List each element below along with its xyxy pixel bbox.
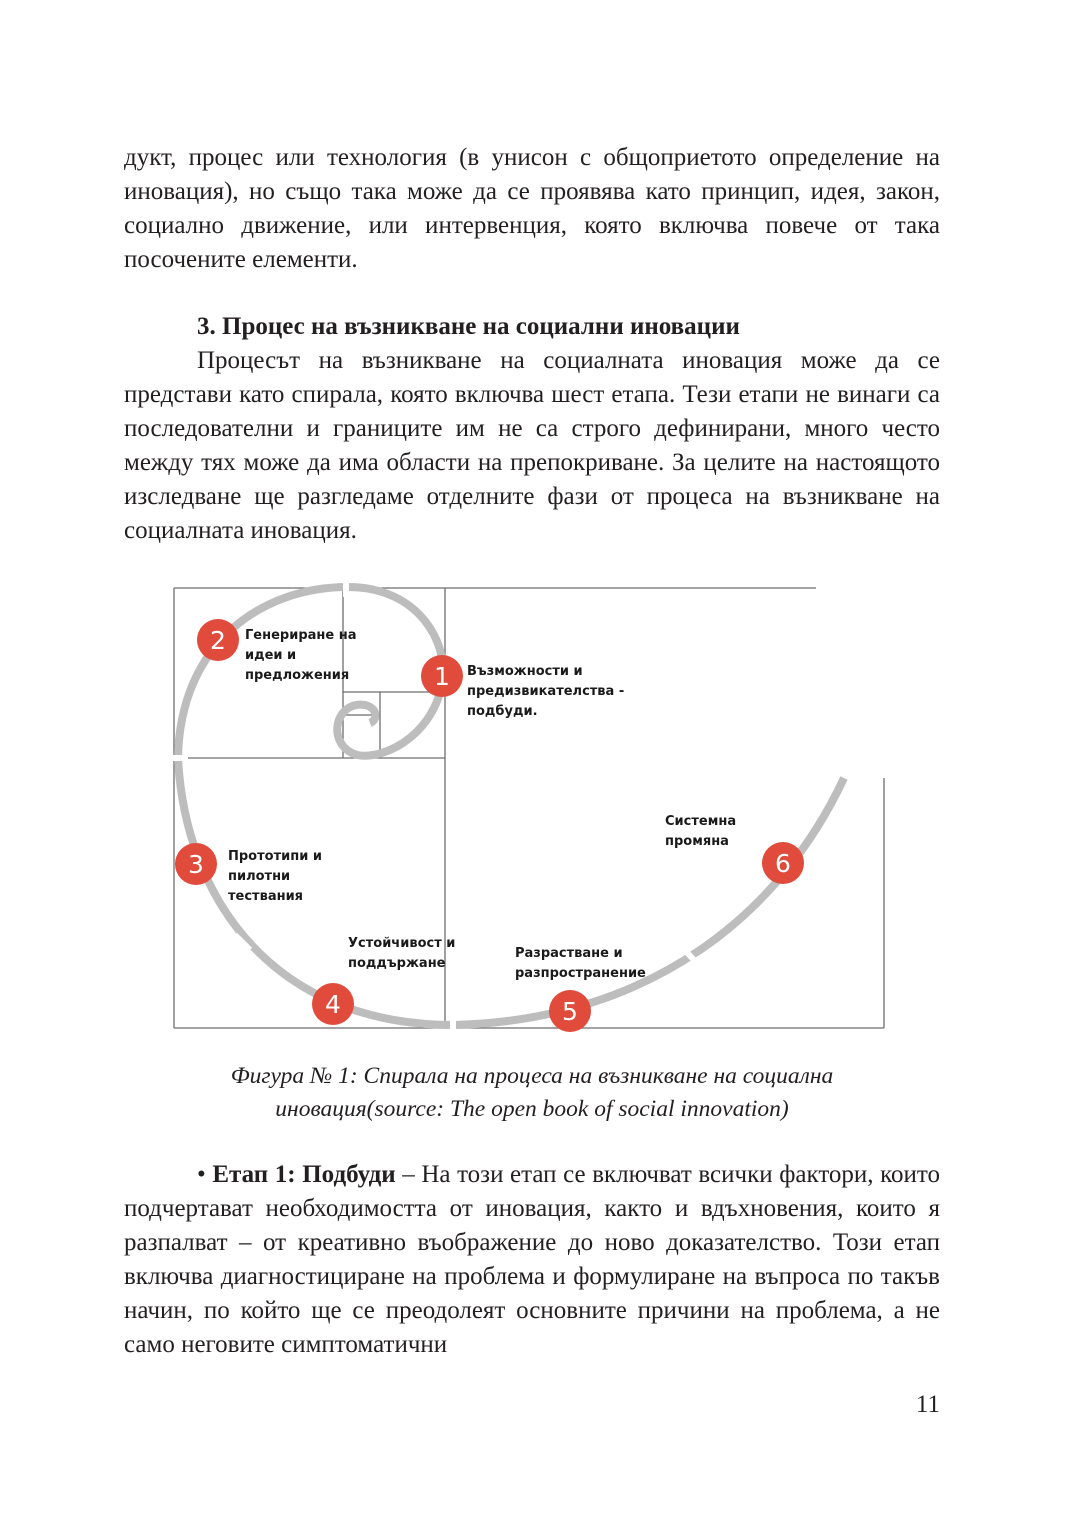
section-heading: 3. Процес на възникване на социални иновации bbox=[197, 313, 740, 340]
figure-caption-line-2: иновация(source: The open book of social innovation) bbox=[275, 1096, 789, 1122]
spiral-figure bbox=[150, 575, 910, 1045]
stage-4-label: Устойчивост и поддържане bbox=[348, 936, 456, 971]
svg-text:6: 6 bbox=[775, 849, 791, 878]
page-number: 11 bbox=[915, 1391, 940, 1418]
stage-1-bullet: • bbox=[197, 1161, 206, 1188]
stage-1-badge bbox=[421, 655, 463, 697]
figure-caption-line-1: Фигура № 1: Спирала на процеса на възникване на социална bbox=[230, 1063, 834, 1089]
section-paragraph: Процесът на възникване на социалната иновация може да се представи като спирала, която включва шест етапа. Тези етапи не винаги са последователни и границите им не са строго дефинирани, много често между тях може да има области на препокриване. За целите на настоящото изследване ще разгледаме отделните фази от процеса на възникване на социалната иновация. bbox=[124, 347, 940, 544]
stage-6-badge bbox=[762, 842, 804, 884]
stage-2-label: Генериране на идеи и предложения bbox=[245, 628, 357, 683]
stage-1-title: Етап 1: Подбуди bbox=[212, 1161, 396, 1188]
stage-2-badge bbox=[197, 619, 239, 661]
stage-4-badge bbox=[312, 983, 354, 1025]
svg-text:4: 4 bbox=[325, 990, 341, 1019]
stage-5-badge bbox=[549, 990, 591, 1032]
svg-text:1: 1 bbox=[434, 662, 450, 691]
stage-1-text: – На този етап се включват всички фактори, които подчертават необходимостта от иновация, както и вдъхновения, които я разпалват – от креативно въображение до ново доказателство. Този етап включва диагностициране на проблема и формулиране на въпроса по такъв начин, по който ще се преодолеят основните причини на проблема, а не само неговите симптоматични bbox=[124, 1161, 941, 1358]
stage-1-label: Възможности и предизвикателства - подбуди. bbox=[467, 664, 625, 719]
intro-paragraph: дукт, процес или технология (в унисон с общоприетото определение на иновация), но също така може да се проявява като принцип, идея, закон, социално движение, или интервенция, която включва повече от така посочените елементи. bbox=[124, 144, 940, 273]
svg-text:3: 3 bbox=[188, 850, 204, 879]
stage-3-badge bbox=[175, 843, 217, 885]
stage-3-label: Прототипи и пилотни тествания bbox=[228, 849, 322, 904]
stage-1-paragraph bbox=[124, 1158, 940, 1362]
svg-text:5: 5 bbox=[562, 997, 578, 1026]
svg-text:2: 2 bbox=[210, 626, 226, 655]
stage-5-label: Разрастване и разпространение bbox=[515, 946, 646, 981]
stage-6-label: Системна промяна bbox=[665, 814, 737, 849]
